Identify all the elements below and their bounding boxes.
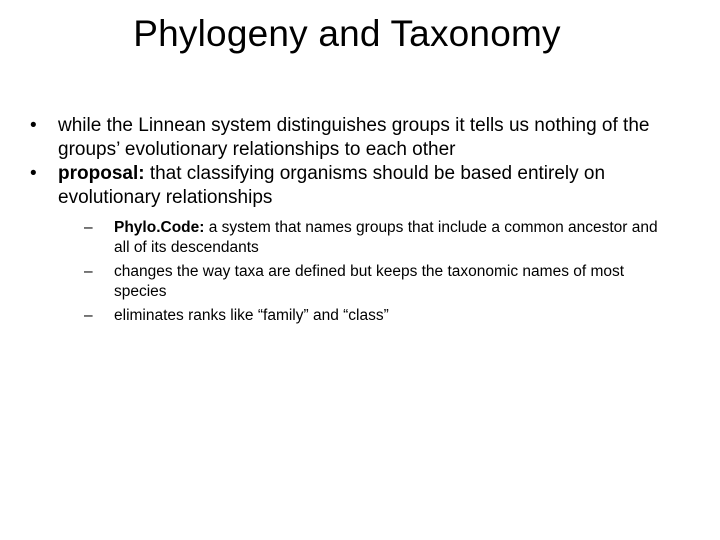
sub-bullet-item-ranks	[84, 306, 672, 326]
sub-bullet-container	[30, 218, 672, 326]
bullet-term: proposal:	[58, 163, 145, 184]
slide-title: Phylogeny and Taxonomy	[133, 13, 561, 54]
sub-bullet-marker: –	[84, 307, 93, 324]
sub-bullet-marker: –	[84, 263, 93, 280]
bullet-marker: •	[30, 163, 37, 184]
sub-bullet-item-phylocode	[84, 218, 672, 257]
slide-content	[30, 114, 700, 331]
bullet-marker: •	[30, 115, 37, 136]
bullet-item-proposal	[30, 162, 700, 326]
bullet-item-linnean	[30, 114, 700, 162]
sub-bullet-text: changes the way taxa are defined but keeps the taxonomic names of most species	[114, 263, 625, 300]
sub-bullet-list	[30, 218, 672, 326]
sub-bullet-item-taxa	[84, 262, 672, 301]
sub-bullet-marker: –	[84, 219, 93, 236]
bullet-list	[30, 114, 700, 326]
sub-bullet-term: Phylo.Code:	[114, 219, 205, 236]
sub-bullet-text: eliminates ranks like “family” and “class”	[114, 307, 389, 324]
bullet-text: while the Linnean system distinguishes groups it tells us nothing of the groups’ evolutionary relationships to each other	[58, 115, 650, 160]
bullet-text: that classifying organisms should be based entirely on evolutionary relationships	[58, 163, 606, 208]
sub-bullet-text: a system that names groups that include a common ancestor and all of its descendants	[114, 219, 658, 256]
